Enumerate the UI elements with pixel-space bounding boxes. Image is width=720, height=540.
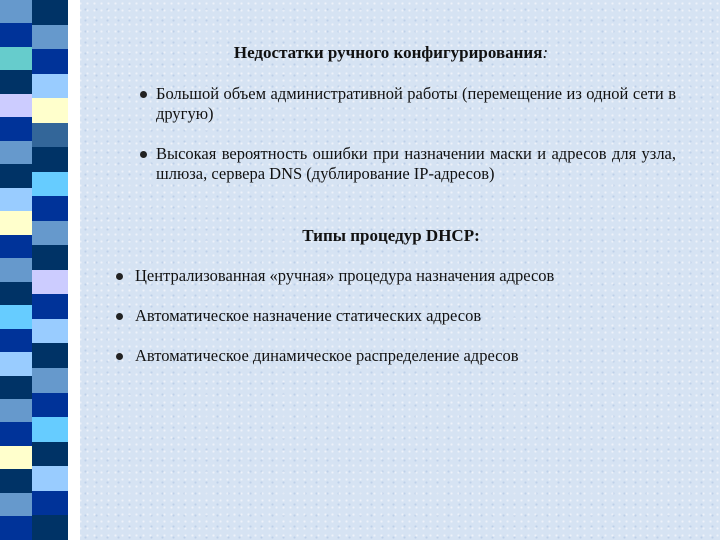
stripe-segment [32, 442, 68, 467]
decorative-stripe-bar [0, 0, 80, 540]
stripe-segment [32, 319, 68, 344]
slide-content [90, 0, 720, 540]
stripe-segment [32, 245, 68, 270]
stripe-segment [0, 235, 32, 258]
bullet-icon [140, 151, 147, 158]
stripe-segment [0, 282, 32, 305]
list-item [116, 346, 519, 366]
stripe-segment [32, 98, 68, 123]
stripe-column-right [32, 0, 68, 540]
stripe-segment [0, 211, 32, 234]
list-item [140, 144, 686, 184]
stripe-segment [0, 399, 32, 422]
stripe-segment [0, 422, 32, 445]
slide-heading-manual-config [76, 43, 706, 63]
stripe-segment [32, 147, 68, 172]
stripe-segment [32, 491, 68, 516]
list-item-text: Большой объем административной работы (перемещение из одной сети в другую) [156, 84, 676, 123]
stripe-segment [0, 23, 32, 46]
stripe-segment [0, 305, 32, 328]
stripe-segment [0, 94, 32, 117]
bullet-icon [140, 91, 147, 98]
stripe-segment [32, 270, 68, 295]
stripe-segment [0, 329, 32, 352]
stripe-segment [32, 393, 68, 418]
stripe-segment [32, 0, 68, 25]
stripe-segment [0, 493, 32, 516]
stripe-segment [32, 123, 68, 148]
stripe-segment [0, 164, 32, 187]
list-item [140, 84, 686, 124]
stripe-segment [0, 469, 32, 492]
stripe-segment [32, 196, 68, 221]
stripe-segment [0, 0, 32, 23]
stripe-segment [32, 343, 68, 368]
stripe-segment [0, 188, 32, 211]
list-item-text: Автоматическое динамическое распределение адресов [135, 346, 519, 365]
stripe-segment [32, 368, 68, 393]
list-item-text: Централизованная «ручная» процедура назначения адресов [135, 266, 555, 285]
stripe-segment [32, 25, 68, 50]
slide-heading-dhcp-types: Типы процедур DHCP: [302, 226, 480, 245]
stripe-segment [32, 172, 68, 197]
stripe-segment [0, 141, 32, 164]
stripe-segment [0, 516, 32, 539]
stripe-segment [32, 294, 68, 319]
bullet-icon [116, 353, 123, 360]
stripe-segment [0, 70, 32, 93]
stripe-segment [0, 352, 32, 375]
stripe-segment [32, 49, 68, 74]
stripe-column-left [0, 0, 32, 540]
stripe-segment [0, 117, 32, 140]
stripe-segment [32, 515, 68, 540]
stripe-segment [0, 446, 32, 469]
stripe-segment [32, 417, 68, 442]
stripe-segment [0, 47, 32, 70]
list-item-text: Высокая вероятность ошибки при назначении маски и адресов для узла, шлюза, сервера DNS (дублирование IP-адресов) [156, 144, 676, 183]
stripe-segment [0, 258, 32, 281]
list-item [116, 266, 554, 286]
heading-colon: : [542, 43, 549, 62]
bullet-icon [116, 313, 123, 320]
stripe-segment [32, 74, 68, 99]
list-item-text: Автоматическое назначение статических адресов [135, 306, 482, 325]
stripe-segment [0, 376, 32, 399]
stripe-segment [32, 221, 68, 246]
heading-text: Недостатки ручного конфигурирования [233, 43, 543, 62]
bullet-icon [116, 273, 123, 280]
stripe-segment [32, 466, 68, 491]
list-item [116, 306, 481, 326]
